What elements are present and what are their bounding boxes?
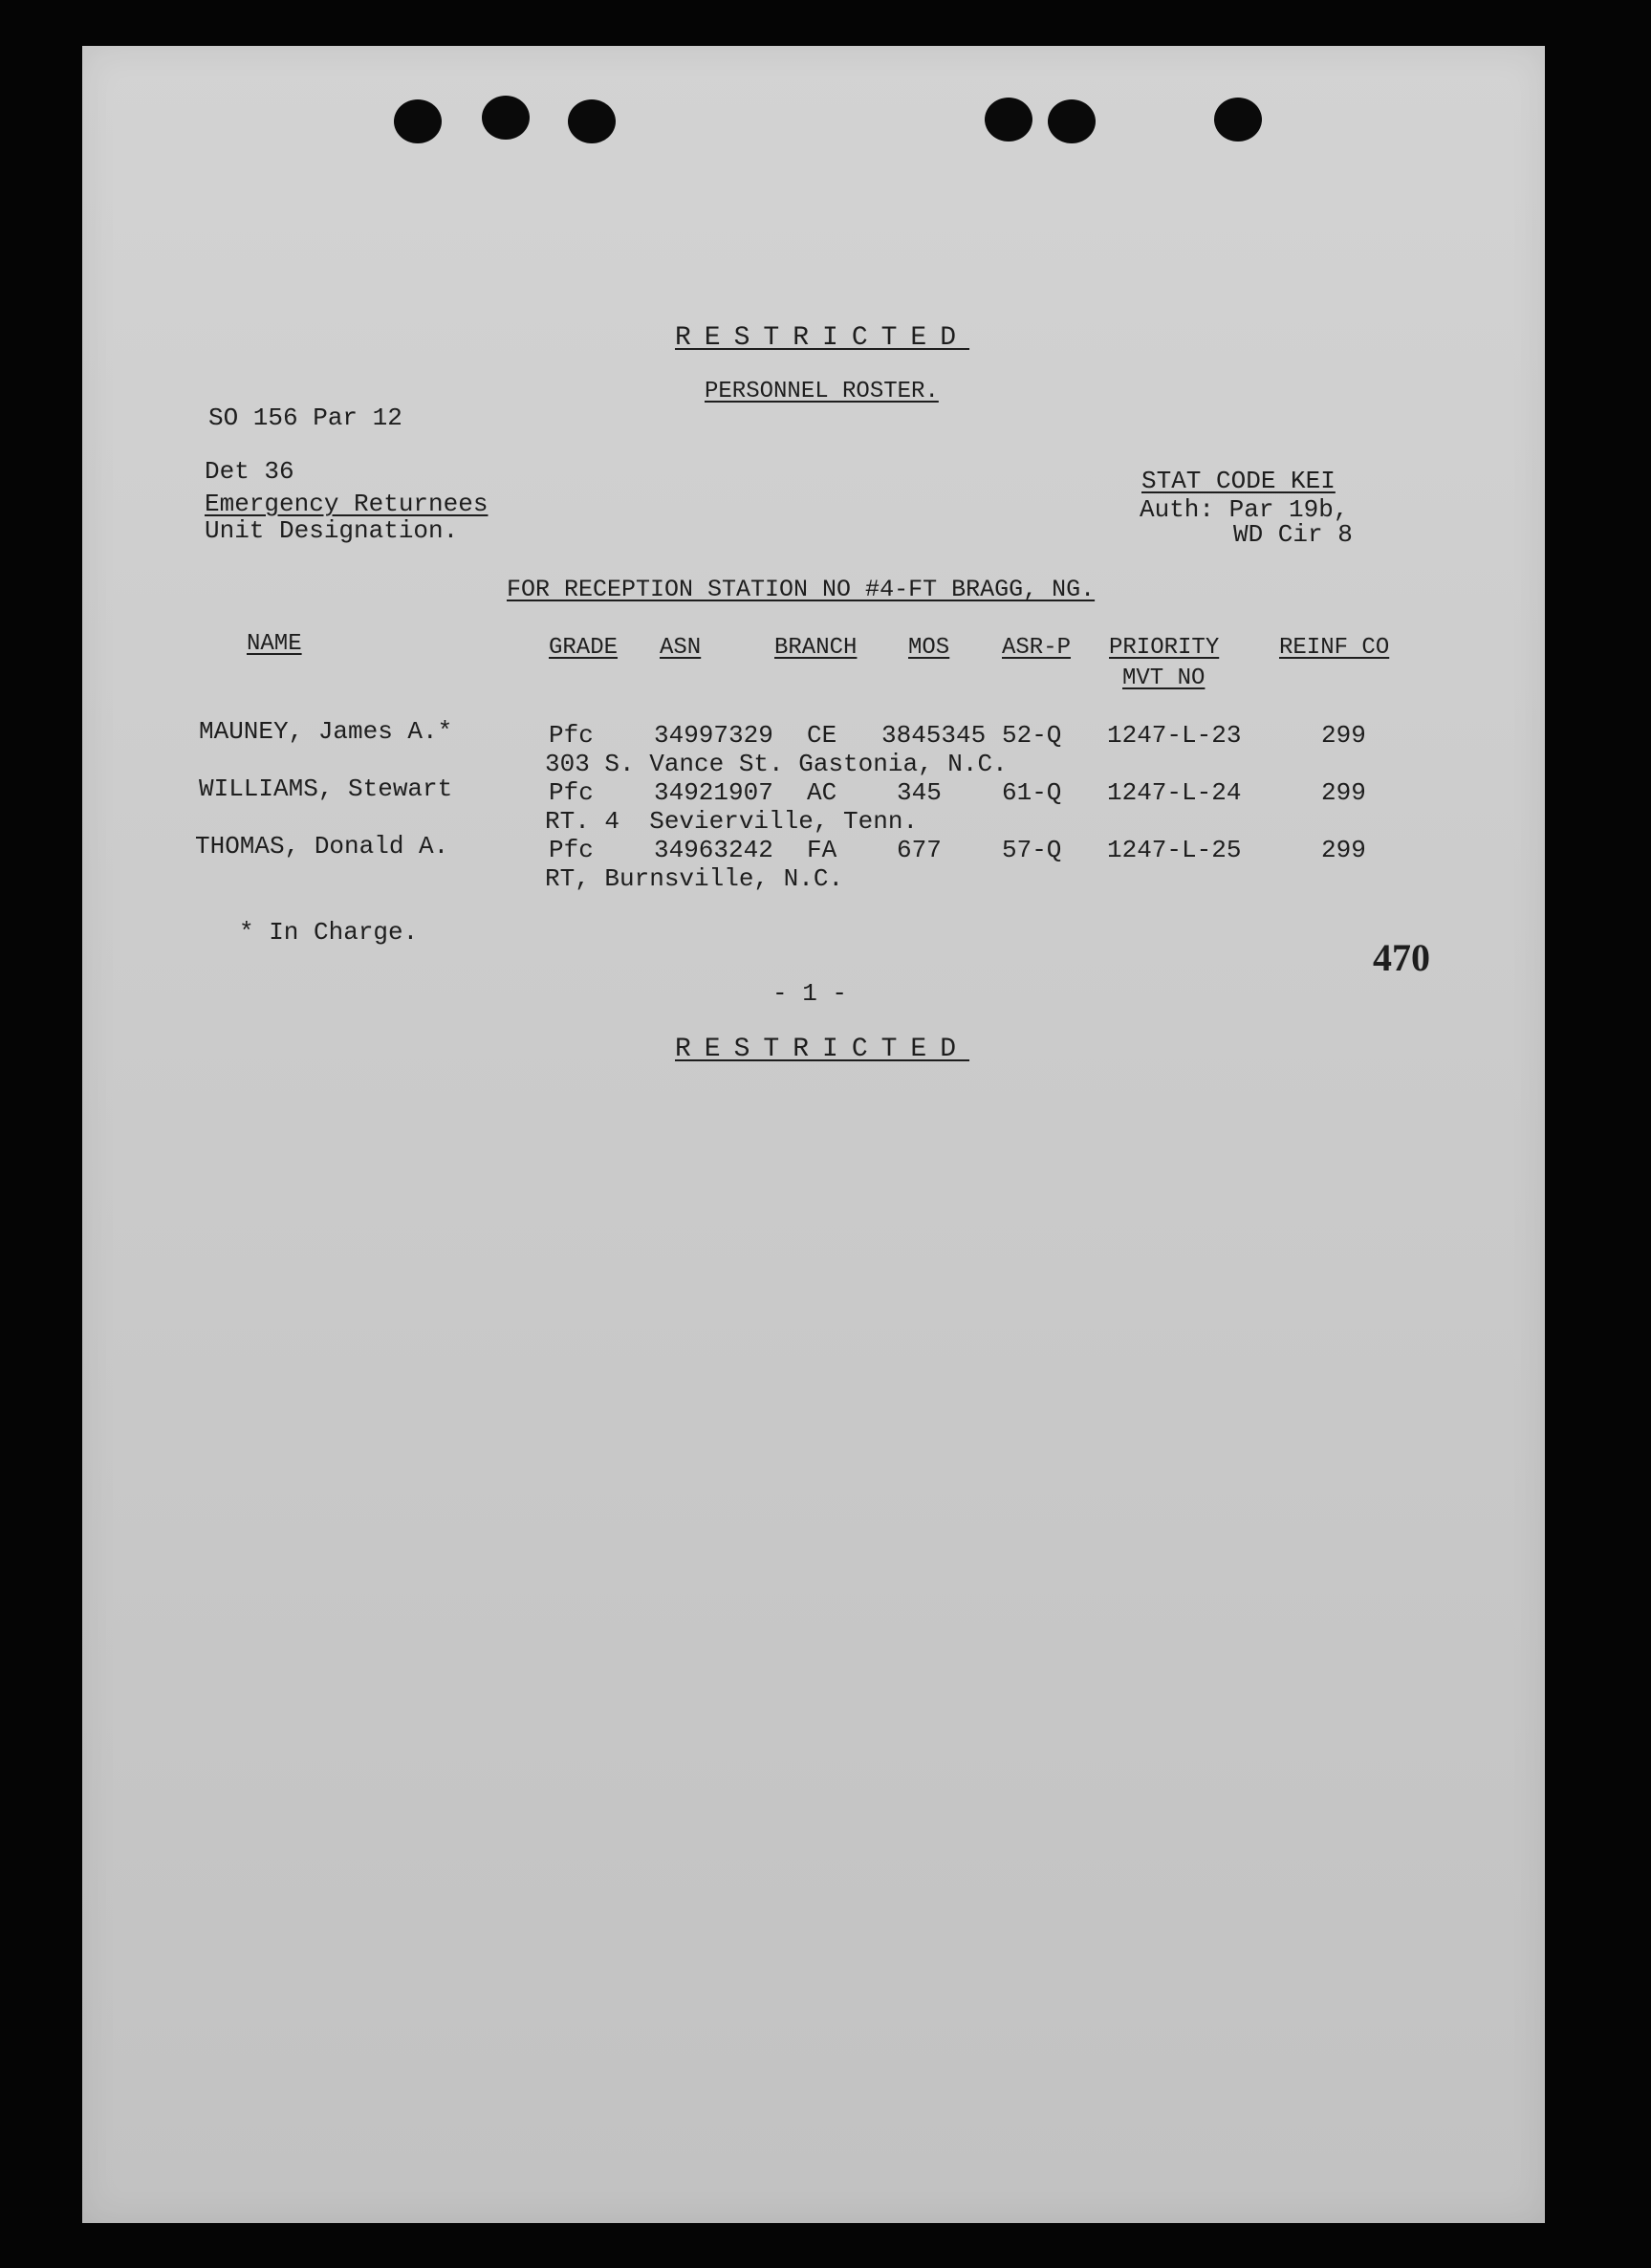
row-branch: CE [807,721,837,750]
classification-top: RESTRICTED [675,323,970,353]
auth-line: Auth: Par 19b, [1140,495,1349,524]
col-header-asr-p: ASR-P [1002,635,1072,661]
col-header-branch: BRANCH [774,635,858,661]
punch-hole [1048,99,1096,143]
row-name: MAUNEY, James A.* [199,717,453,746]
roster-title: PERSONNEL ROSTER. [705,379,939,404]
row-asr-p: 57-Q [1002,836,1062,864]
row-name: WILLIAMS, Stewart [199,774,453,803]
row-priority: 1247-L-25 [1107,836,1242,864]
punch-hole [568,99,616,143]
col-header-priority: PRIORITY [1109,635,1220,661]
row-address: RT, Burnsville, N.C. [545,864,844,893]
row-address: 303 S. Vance St. Gastonia, N.C. [545,750,1008,778]
row-mos: 3845345 [881,721,987,750]
stat-code: STAT CODE KEI [1141,467,1336,495]
classification-bottom: RESTRICTED [675,1035,970,1064]
col-header-grade: GRADE [549,635,619,661]
row-asn: 34997329 [654,721,773,750]
col-header-mvt-no: MVT NO [1122,665,1206,691]
stamp-number: 470 [1373,936,1430,979]
row-branch: FA [807,836,837,864]
wd-circular: WD Cir 8 [1233,520,1353,549]
row-reinf-co: 299 [1321,836,1366,864]
unit-line-det: Det 36 [205,457,294,486]
destination-line: FOR RECEPTION STATION NO #4-FT BRAGG, NG. [507,576,1096,603]
row-mos: 345 [897,778,942,807]
unit-line-designation: Unit Designation. [205,516,459,545]
unit-line-returnees: Emergency Returnees [205,490,489,518]
row-asr-p: 52-Q [1002,721,1062,750]
row-priority: 1247-L-24 [1107,778,1242,807]
row-priority: 1247-L-23 [1107,721,1242,750]
page-number: - 1 - [772,979,848,1008]
punch-hole [985,98,1032,142]
document-sheet [82,46,1545,2223]
row-grade: Pfc [549,721,594,750]
punch-hole [394,99,442,143]
order-reference: SO 156 Par 12 [208,403,402,432]
col-header-reinf-co: REINF CO [1279,635,1390,661]
row-reinf-co: 299 [1321,778,1366,807]
row-reinf-co: 299 [1321,721,1366,750]
col-header-asn: ASN [660,635,702,661]
punch-hole [482,96,530,140]
row-address: RT. 4 Sevierville, Tenn. [545,807,919,836]
row-name: THOMAS, Donald A. [195,832,449,861]
row-asr-p: 61-Q [1002,778,1062,807]
row-asn: 34921907 [654,778,773,807]
row-grade: Pfc [549,836,594,864]
row-mos: 677 [897,836,942,864]
col-header-name: NAME [247,631,302,657]
punch-hole [1214,98,1262,142]
row-grade: Pfc [549,778,594,807]
row-branch: AC [807,778,837,807]
row-asn: 34963242 [654,836,773,864]
col-header-mos: MOS [908,635,950,661]
footnote: * In Charge. [239,918,419,947]
